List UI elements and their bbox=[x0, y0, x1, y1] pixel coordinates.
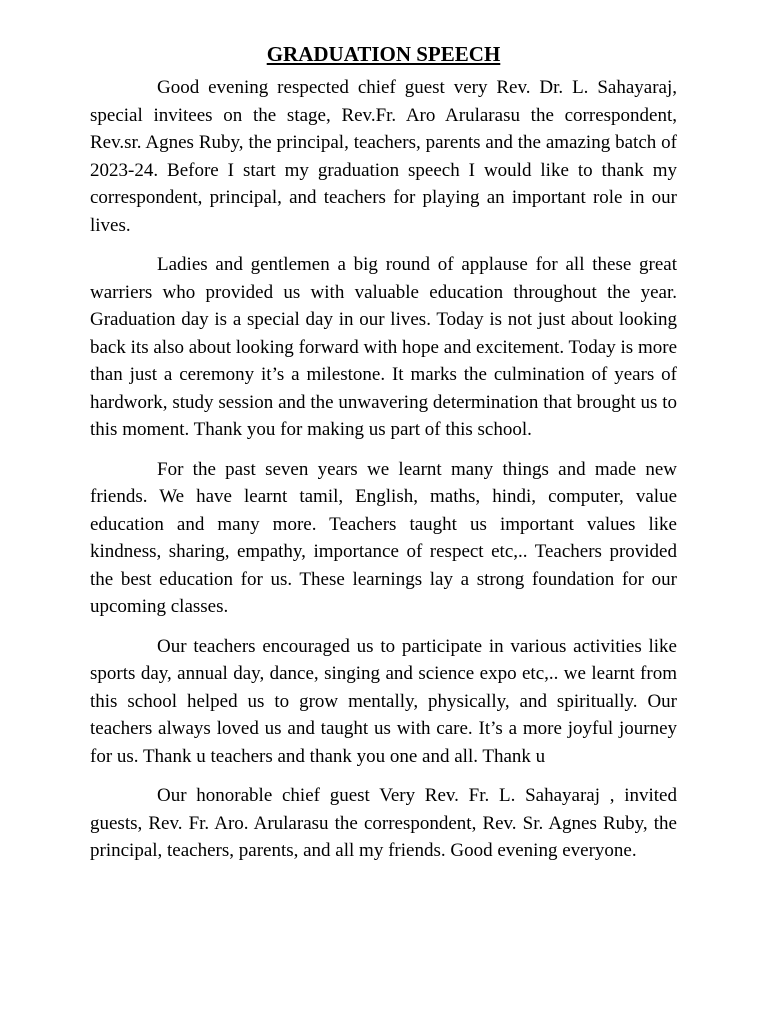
paragraph-learnings: For the past seven years we learnt many things and made new friends. We have learnt tamil, English, maths, hindi, computer, value education and many more. Teachers taught us important values like kindness, sharing, empathy, importance of respect etc,.. Teachers provided the best education for us. These learnings lay a strong foundation for our upcoming classes. bbox=[90, 458, 677, 617]
page-title: GRADUATION SPEECH bbox=[266, 42, 501, 66]
document-page bbox=[90, 40, 677, 877]
paragraph-greeting: Good evening respected chief guest very Rev. Dr. L. Sahayaraj, special invitees on the stage, Rev.Fr. Aro Arularasu the correspondent, Rev.sr. Agnes Ruby, the principal, teachers, parents and the amazing batch of 2023-24. Before I start my graduation speech I would like to thank my correspondent, principal, and teachers for playing an important role in our lives. bbox=[90, 77, 677, 236]
paragraph-closing: Our honorable chief guest Very Rev. Fr. L. Sahayaraj , invited guests, Rev. Fr. Aro. Arularasu the correspondent, Rev. Sr. Agnes Ruby, the principal, teachers, parents, and all my friends. Good evening everyone. bbox=[90, 785, 677, 861]
paragraph-applause: Ladies and gentlemen a big round of applause for all these great warriers who provided us with valuable education throughout the year. Graduation day is a special day in our lives. Today is not just about looking back its also about looking forward with hope and excitement. Today is more than just a ceremony it’s a milestone. It marks the culmination of years of hardwork, study session and the unwavering determination that brought us to this moment. Thank you for making us part of this school. bbox=[90, 254, 677, 440]
paragraph-activities: Our teachers encouraged us to participate in various activities like sports day, annual day, dance, singing and science expo etc,.. we learnt from this school helped us to grow mentally, physically, and spiritually. Our teachers always loved us and taught us with care. It’s a more joyful journey for us. Thank u teachers and thank you one and all. Thank u bbox=[90, 635, 677, 767]
